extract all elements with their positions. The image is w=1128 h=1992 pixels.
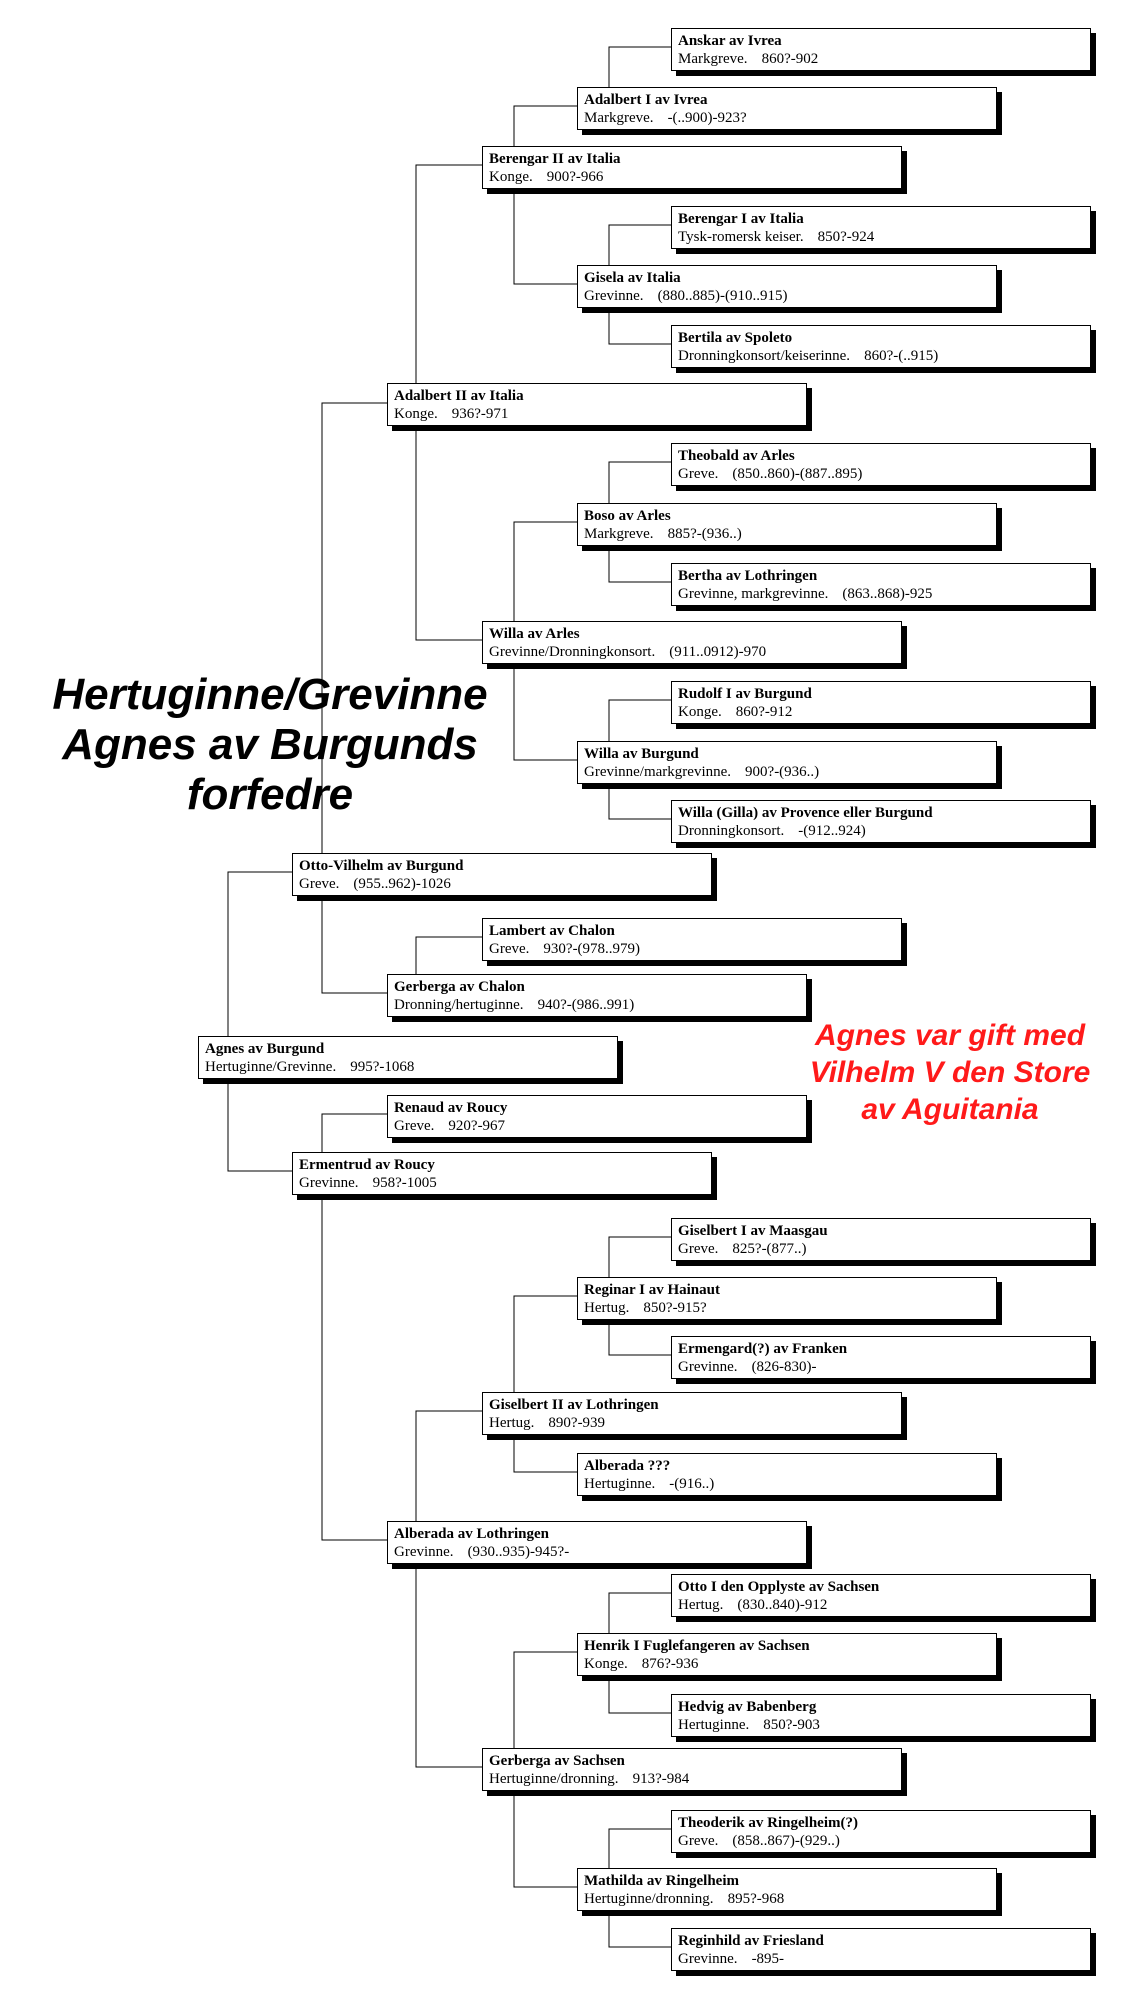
person-info [678, 1596, 1084, 1614]
person-box-anskar [671, 28, 1091, 71]
marriage-note-line: av Aguitania [861, 1093, 1039, 1126]
person-dates: (850..860)-(887..895) [732, 466, 863, 482]
person-box-berengar-2 [482, 146, 902, 189]
person-dates: 895?-968 [727, 1891, 785, 1907]
person-box-boso [577, 503, 997, 546]
person-box-bertha [671, 563, 1091, 606]
person-name: Giselbert I av Maasgau [678, 1223, 828, 1239]
person-name: Gerberga av Chalon [394, 979, 525, 995]
person-title: Greve. [678, 1241, 719, 1257]
person-name: Anskar av Ivrea [678, 33, 782, 49]
person-dates: (880..885)-(910..915) [657, 288, 788, 304]
person-name: Bertha av Lothringen [678, 568, 818, 584]
person-title: Markgreve. [678, 51, 748, 67]
person-info [678, 1358, 1084, 1376]
person-title: Konge. [394, 406, 438, 422]
person-box-renaud [387, 1095, 807, 1138]
person-title: Konge. [584, 1656, 628, 1672]
chart-title-line: Hertuginne/Grevinne [52, 670, 488, 719]
person-title: Greve. [299, 876, 340, 892]
person-dates: -(..900)-923? [667, 110, 747, 126]
person-box-mathilda [577, 1868, 997, 1911]
person-info [489, 940, 895, 958]
person-dates: 900?-966 [546, 169, 604, 185]
person-info [678, 465, 1084, 483]
person-dates: (830..840)-912 [737, 1597, 828, 1613]
person-box-bertila [671, 325, 1091, 368]
person-info [489, 1770, 895, 1788]
person-box-theobald [671, 443, 1091, 486]
person-name: Ermentrud av Roucy [299, 1157, 435, 1173]
person-info [584, 1890, 990, 1908]
person-name: Gisela av Italia [584, 270, 681, 286]
person-name: Boso av Arles [584, 508, 671, 524]
person-box-willa-burgund [577, 741, 997, 784]
person-info [394, 405, 800, 423]
person-title: Hertuginne/dronning. [489, 1771, 619, 1787]
person-box-berengar-1 [671, 206, 1091, 249]
person-dates: 936?-971 [451, 406, 509, 422]
person-box-otto-1 [671, 1574, 1091, 1617]
marriage-note [780, 1017, 1120, 1128]
person-title: Grevinne. [299, 1175, 359, 1191]
person-info [489, 1414, 895, 1432]
person-info [584, 763, 990, 781]
person-title: Konge. [678, 704, 722, 720]
person-name: Reginhild av Friesland [678, 1933, 824, 1949]
person-title: Greve. [678, 466, 719, 482]
person-name: Agnes av Burgund [205, 1041, 325, 1057]
person-box-adalbert-2 [387, 383, 807, 426]
person-info [584, 1299, 990, 1317]
person-dates: (930..935)-945?- [467, 1544, 570, 1560]
person-dates: 890?-939 [548, 1415, 606, 1431]
person-info [489, 643, 895, 661]
person-title: Grevinne. [394, 1544, 454, 1560]
person-name: Willa (Gilla) av Provence eller Burgund [678, 805, 933, 821]
person-name: Lambert av Chalon [489, 923, 615, 939]
person-box-adalbert-1 [577, 87, 997, 130]
person-dates: 850?-903 [763, 1717, 820, 1733]
person-name: Berengar I av Italia [678, 211, 804, 227]
person-box-giselbert-1 [671, 1218, 1091, 1261]
person-info [584, 1475, 990, 1493]
person-title: Markgreve. [584, 110, 654, 126]
person-dates: 958?-1005 [372, 1175, 437, 1191]
person-info [394, 1117, 800, 1135]
person-box-ermentrud [292, 1152, 712, 1195]
person-info [584, 525, 990, 543]
person-info [299, 875, 705, 893]
person-title: Markgreve. [584, 526, 654, 542]
person-dates: 930?-(978..979) [543, 941, 641, 957]
person-name: Henrik I Fuglefangeren av Sachsen [584, 1638, 810, 1654]
person-info [394, 1543, 800, 1561]
person-info [205, 1058, 611, 1076]
person-dates: 885?-(936..) [667, 526, 742, 542]
person-dates: 940?-(986..991) [537, 997, 635, 1013]
person-title: Hertuginne. [678, 1717, 750, 1733]
person-dates: 860?-902 [761, 51, 819, 67]
person-info [678, 1240, 1084, 1258]
person-title: Konge. [489, 169, 533, 185]
person-name: Berengar II av Italia [489, 151, 621, 167]
person-box-otto-vilhelm [292, 853, 712, 896]
person-title: Hertuginne/dronning. [584, 1891, 714, 1907]
person-name: Otto I den Opplyste av Sachsen [678, 1579, 880, 1595]
person-box-lambert [482, 918, 902, 961]
person-box-rudolf [671, 681, 1091, 724]
chart-title [20, 670, 520, 820]
person-dates: 900?-(936..) [745, 764, 820, 780]
person-title: Greve. [394, 1118, 435, 1134]
person-title: Grevinne, markgrevinne. [678, 586, 829, 602]
person-info [394, 996, 800, 1014]
person-info [584, 109, 990, 127]
person-box-gerberga-sachsen [482, 1748, 902, 1791]
person-info [678, 1716, 1084, 1734]
person-info [299, 1174, 705, 1192]
person-title: Dronning/hertuginne. [394, 997, 524, 1013]
person-dates: -(912..924) [798, 823, 866, 839]
person-box-ermengard [671, 1336, 1091, 1379]
person-name: Gerberga av Sachsen [489, 1753, 625, 1769]
person-title: Hertug. [678, 1597, 724, 1613]
person-name: Adalbert II av Italia [394, 388, 524, 404]
person-dates: 850?-924 [817, 229, 875, 245]
person-dates: 850?-915? [643, 1300, 707, 1316]
person-title: Hertuginne. [584, 1476, 656, 1492]
person-name: Adalbert I av Ivrea [584, 92, 708, 108]
person-dates: (826-830)- [751, 1359, 817, 1375]
person-title: Dronningkonsort/keiserinne. [678, 348, 851, 364]
person-dates: 995?-1068 [350, 1059, 415, 1075]
person-dates: 876?-936 [641, 1656, 699, 1672]
person-box-alberada-unknown [577, 1453, 997, 1496]
person-title: Grevinne. [678, 1359, 738, 1375]
person-title: Hertug. [584, 1300, 630, 1316]
person-title: Grevinne/markgrevinne. [584, 764, 732, 780]
person-info [584, 1655, 990, 1673]
person-name: Ermengard(?) av Franken [678, 1341, 848, 1357]
person-dates: 860?-(..915) [864, 348, 939, 364]
person-box-willa-gilla [671, 800, 1091, 843]
person-dates: 860?-912 [735, 704, 793, 720]
person-name: Mathilda av Ringelheim [584, 1873, 740, 1889]
person-title: Dronningkonsort. [678, 823, 785, 839]
person-info [678, 347, 1084, 365]
person-info [678, 1832, 1084, 1850]
person-dates: -(916..) [669, 1476, 715, 1492]
person-box-alberada-lothringen [387, 1521, 807, 1564]
person-box-gisela [577, 265, 997, 308]
person-title: Grevinne. [678, 1951, 738, 1967]
person-dates: 920?-967 [448, 1118, 506, 1134]
person-dates: -895- [751, 1951, 785, 1967]
person-title: Greve. [489, 941, 530, 957]
person-info [678, 228, 1084, 246]
person-dates: 913?-984 [632, 1771, 690, 1787]
person-info [489, 168, 895, 186]
person-name: Rudolf I av Burgund [678, 686, 812, 702]
person-box-hedvig [671, 1694, 1091, 1737]
person-name: Willa av Arles [489, 626, 580, 642]
person-name: Otto-Vilhelm av Burgund [299, 858, 464, 874]
person-box-gerberga-chalon [387, 974, 807, 1017]
person-box-willa-arles [482, 621, 902, 664]
person-name: Bertila av Spoleto [678, 330, 793, 346]
marriage-note-line: Agnes var gift med [814, 1019, 1086, 1052]
person-dates: (863..868)-925 [842, 586, 933, 602]
person-dates: (911..0912)-970 [669, 644, 767, 660]
person-name: Alberada av Lothringen [394, 1526, 550, 1542]
person-name: Giselbert II av Lothringen [489, 1397, 659, 1413]
person-title: Grevinne/Dronningkonsort. [489, 644, 656, 660]
person-info [678, 822, 1084, 840]
person-info [678, 50, 1084, 68]
person-box-reginhild [671, 1928, 1091, 1971]
chart-title-line: Agnes av Burgunds [62, 720, 478, 769]
person-box-reginar [577, 1277, 997, 1320]
person-name: Reginar I av Hainaut [584, 1282, 720, 1298]
person-info [584, 287, 990, 305]
person-info [678, 703, 1084, 721]
person-box-henrik [577, 1633, 997, 1676]
person-info [678, 1950, 1084, 1968]
marriage-note-line: Vilhelm V den Store [809, 1056, 1091, 1089]
chart-title-line: forfedre [186, 770, 354, 819]
person-name: Willa av Burgund [584, 746, 699, 762]
person-box-giselbert-2 [482, 1392, 902, 1435]
person-title: Greve. [678, 1833, 719, 1849]
person-name: Hedvig av Babenberg [678, 1699, 817, 1715]
person-name: Renaud av Roucy [394, 1100, 508, 1116]
person-title: Tysk-romersk keiser. [678, 229, 804, 245]
person-title: Hertuginne/Grevinne. [205, 1059, 337, 1075]
person-box-agnes [198, 1036, 618, 1079]
person-title: Grevinne. [584, 288, 644, 304]
person-dates: 825?-(877..) [732, 1241, 807, 1257]
person-dates: (955..962)-1026 [353, 876, 451, 892]
person-dates: (858..867)-(929..) [732, 1833, 840, 1849]
person-name: Alberada ??? [584, 1458, 671, 1474]
person-info [678, 585, 1084, 603]
person-name: Theoderik av Ringelheim(?) [678, 1815, 858, 1831]
person-box-theoderik [671, 1810, 1091, 1853]
person-name: Theobald av Arles [678, 448, 795, 464]
person-title: Hertug. [489, 1415, 535, 1431]
